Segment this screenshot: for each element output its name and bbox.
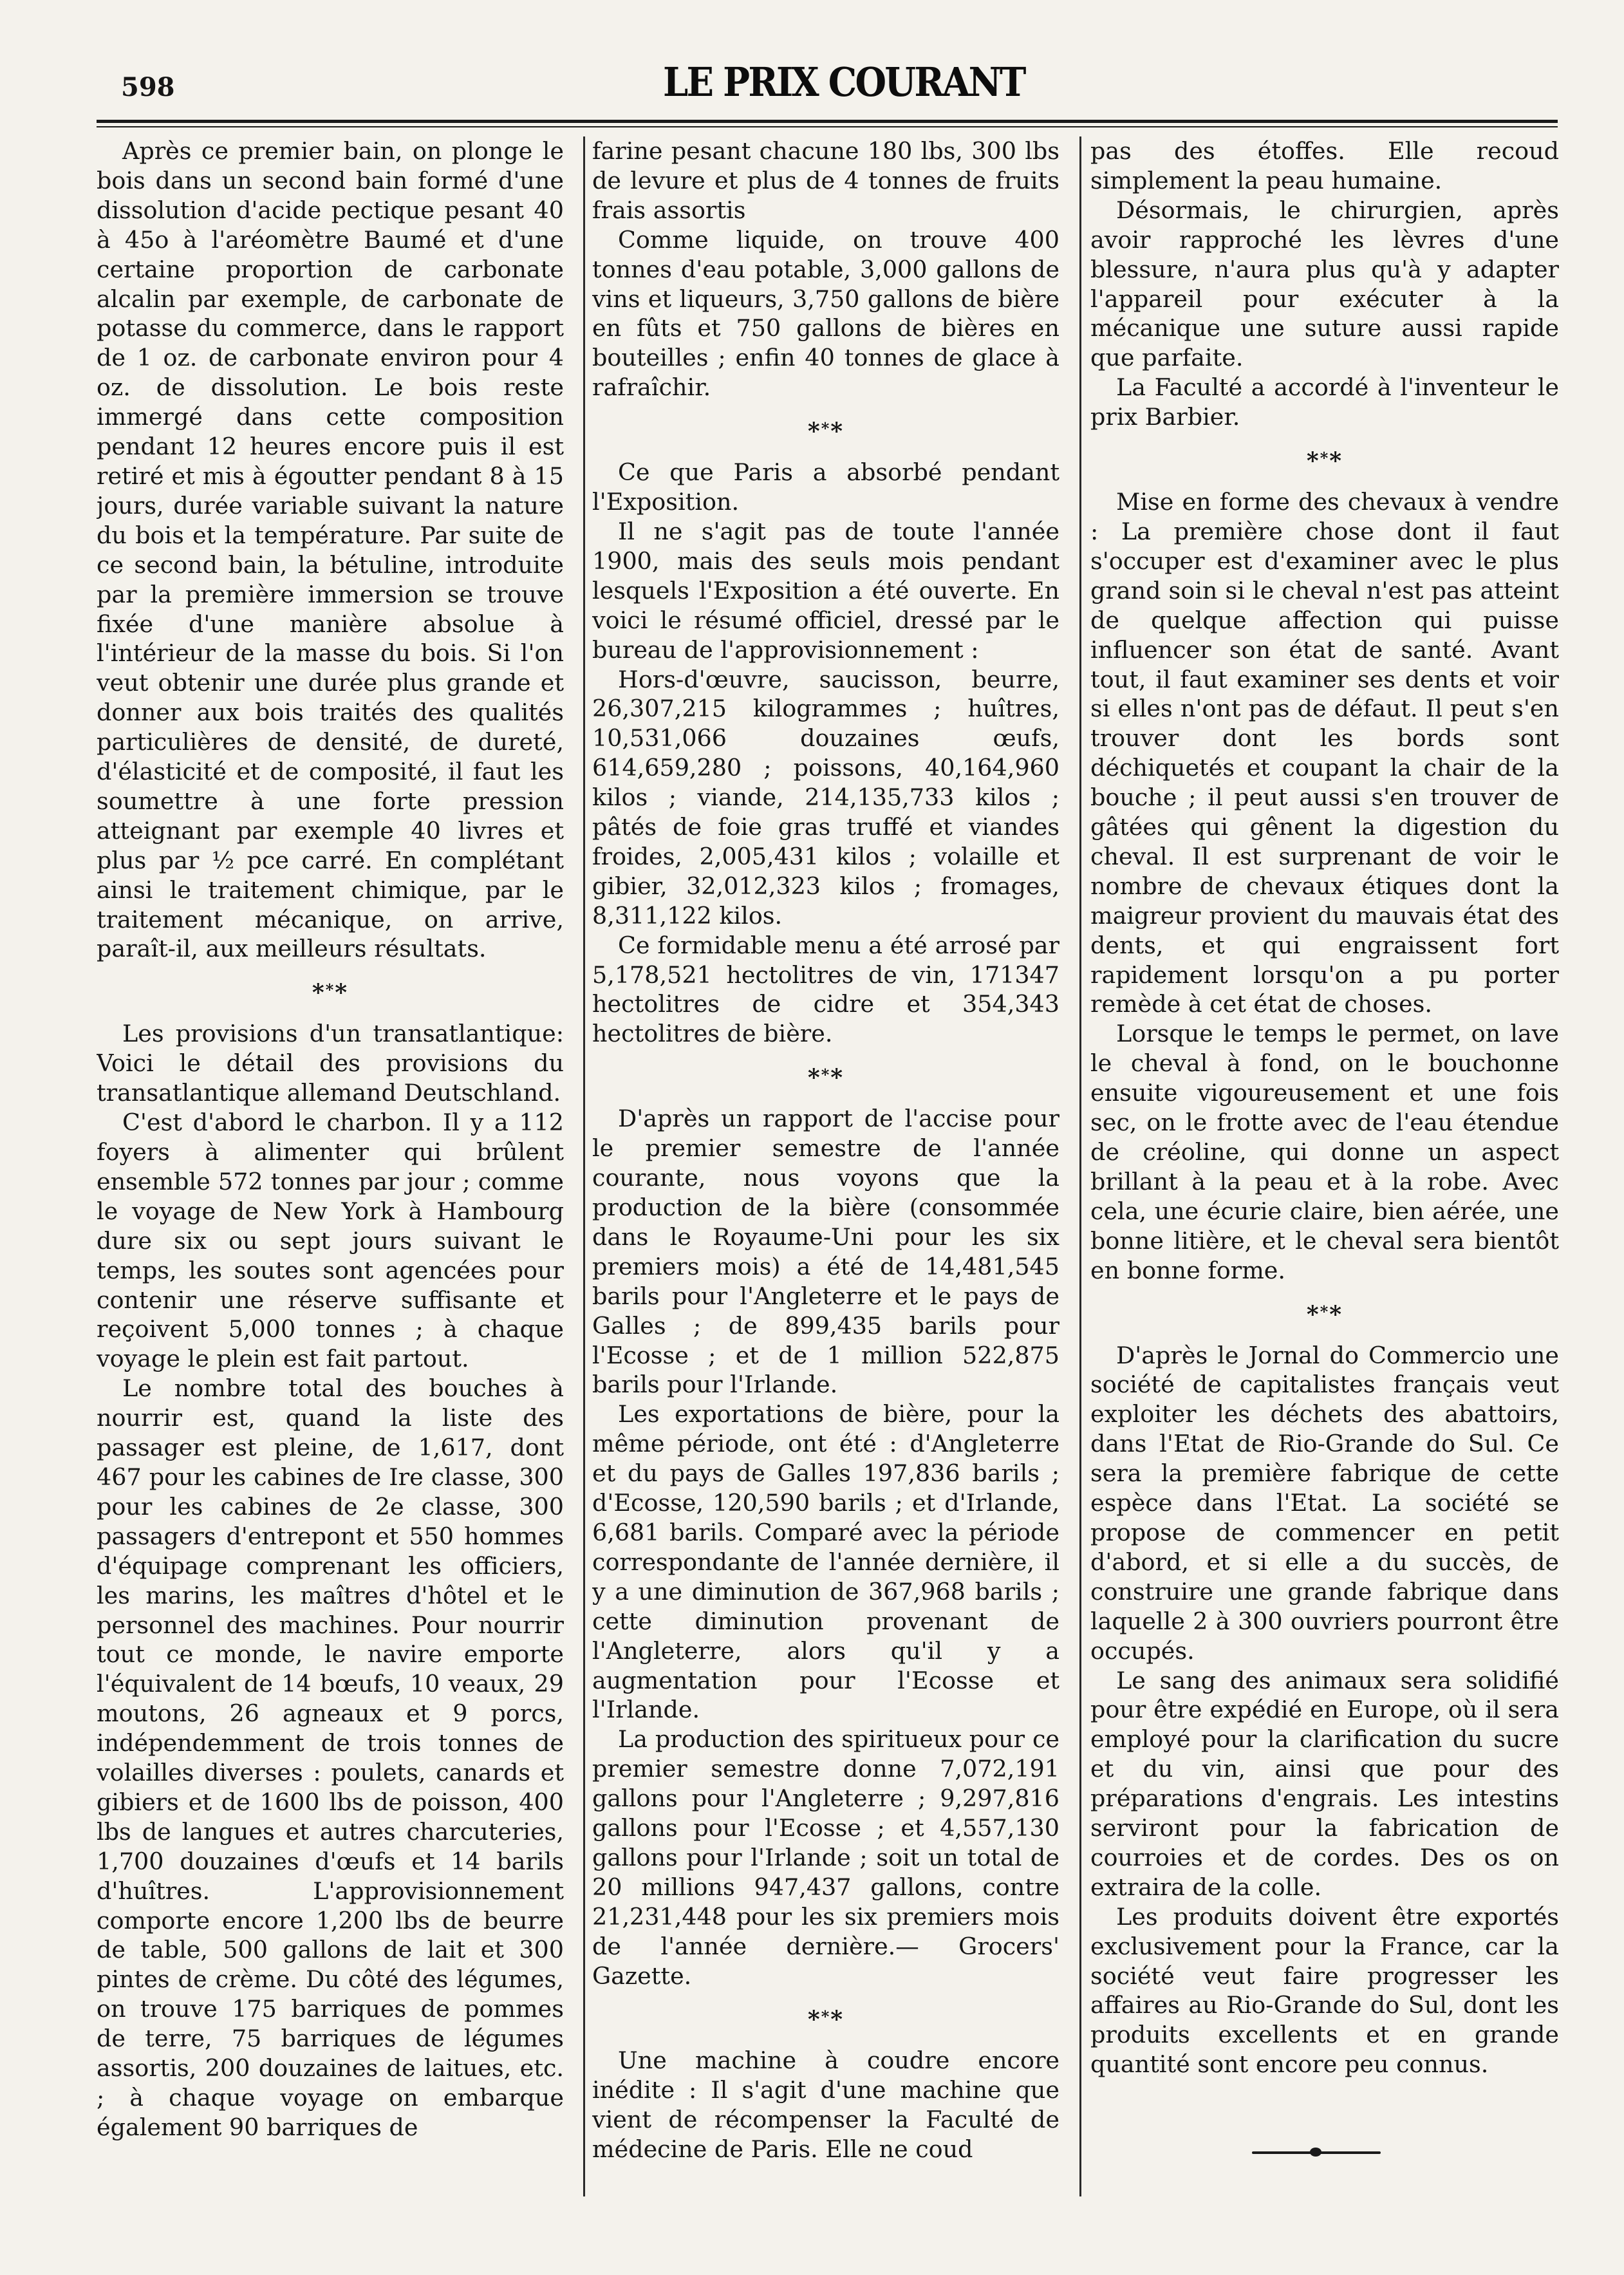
article-paragraph: Hors-d'œuvre, saucisson, beurre, 26,307,215 kilogrammes ; huîtres, 10,531,066 douzaines œufs, 614,659,280 ; poissons, 40,164,960 kilos ; viande, 214,135,733 kilos ; pâtés de foie gras truffé et viandes froides, 2,005,431 kilos ; volaille et gibier, 32,012,323 kilos ; fromages, 8,311,122 kilos. [592, 665, 1059, 930]
section-separator: *** [807, 2006, 845, 2034]
header-rule [97, 120, 1558, 123]
section-separator: *** [312, 979, 349, 1007]
article-paragraph: Lorsque le temps le permet, on lave le cheval à fond, on le bouchonne ensuite vigoureusement et une fois sec, on le frotte avec de l'eau étendue de créoline, qui donne un aspect brillant à la peau et à la robe. Avec cela, une écurie claire, bien aérée, une bonne litière, et le cheval sera bientôt en bonne forme. [1090, 1020, 1559, 1284]
article-paragraph: Désormais, le chirurgien, après avoir rapproché les lèvres d'une blessure, n'aura plus qu'à y adapter l'appareil pour exécuter à la mécanique une suture aussi rapide que parfaite. [1090, 196, 1559, 372]
article-paragraph: farine pesant chacune 180 lbs, 300 lbs de levure et plus de 4 tonnes de fruits frais assortis [592, 137, 1059, 224]
article-paragraph: Ce formidable menu a été arrosé par 5,178,521 hectolitres de vin, 171347 hectolitres de cidre et 354,343 hectolitres de bière. [592, 931, 1059, 1048]
column-1 [97, 136, 564, 2216]
page-number: 598 [121, 72, 175, 102]
article-paragraph: Mise en forme des chevaux à vendre : La première chose dont il faut s'occuper est d'examiner avec le plus grand soin si le cheval n'est pas atteint de quelque affection qui puisse influencer son état de santé. Avant tout, il faut examiner ses dents et voir si elles n'ont pas de défaut. Il peut s'en trouver dont les bords sont déchiquetés et coupant la chair de la bouche ; il peut aussi s'en trouver de gâtées qui gênent la digestion du cheval. Il est surprenant de voir le nombre de chevaux étiques dont la maigreur provient du mauvais état des dents, et qui engraissent fort rapidement lorsqu'on a pu porter remède à cet état de choses. [1090, 488, 1559, 1018]
article-paragraph: Le nombre total des bouches à nourrir est, quand la liste des passager est pleine, de 1,617, dont 467 pour les cabines de Ire classe, 300 pour les cabines de 2e classe, 300 passagers d'entrepont et 550 hommes d'équipage comprenant les officiers, les marins, les maîtres d'hôtel et le personnel des machines. Pour nourrir tout ce monde, le navire emporte l'équivalent de 14 bœufs, 10 veaux, 29 moutons, 26 agneaux et 9 porcs, indépendemment de trois tonnes de volailles diverses : poulets, canards et gibiers et de 1600 lbs de poisson, 400 lbs de langues et autres charcuteries, 1,700 douzaines d'œufs et 14 barils d'huîtres. L'approvisionnement comporte encore 1,200 lbs de beurre de table, 500 gallons de lait et 300 pintes de crème. Du côté des légumes, on trouve 175 barriques de pommes de terre, 75 barriques de légumes assortis, 200 douzaines de laitues, etc. ; à chaque voyage on embarque également 90 barriques de [97, 1374, 564, 2141]
article-paragraph: La production des spiritueux pour ce premier semestre donne 7,072,191 gallons pour l'Angleterre ; 9,297,816 gallons pour l'Ecosse ; et 4,557,130 gallons pour l'Irlande ; soit un total de 20 millions 947,437 gallons, contre 21,231,448 pour les six premiers mois de l'année dernière.— Grocers' Gazette. [592, 1725, 1059, 1990]
article-paragraph: La Faculté a accordé à l'inventeur le prix Barbier. [1090, 373, 1559, 431]
article-paragraph: Une machine à coudre encore inédite : Il s'agit d'une machine que vient de récompenser la Faculté de médecine de Paris. Elle ne coud [592, 2046, 1059, 2164]
column-3 [1090, 136, 1559, 2216]
article-paragraph: Comme liquide, on trouve 400 tonnes d'eau potable, 3,000 gallons de vins et liqueurs, 3,750 gallons de bière en fûts et 750 gallons de bières en bouteilles ; enfin 40 tonnes de glace à rafraîchir. [592, 225, 1059, 402]
article-paragraph: Les exportations de bière, pour la même période, ont été : d'Angleterre et du pays de Galles 197,836 barils ; d'Ecosse, 120,590 barils ; et d'Irlande, 6,681 barils. Comparé avec la période correspondante de l'année dernière, il y a une diminution de 367,968 barils ; cette diminution provenant de l'Angleterre, alors qu'il y a augmentation pour l'Ecosse et l'Irlande. [592, 1400, 1059, 1724]
column-2 [592, 136, 1059, 2216]
section-separator: *** [1306, 447, 1343, 475]
section-separator: *** [1306, 1300, 1343, 1328]
section-separator: *** [807, 1064, 845, 1092]
article-paragraph: Ce que Paris a absorbé pendant l'Exposition. [592, 458, 1059, 516]
article-paragraph: Il ne s'agit pas de toute l'année 1900, mais des seuls mois pendant lesquels l'Exposition a été ouverte. En voici le résumé officiel, dressé par le bureau de l'approvisionnement : [592, 517, 1059, 664]
header-rule-thin [97, 126, 1558, 127]
column-divider [583, 136, 585, 2196]
article-paragraph: D'après le Jornal do Commercio une société de capitalistes français veut exploiter les déchets des abattoirs, dans l'Etat de Rio-Grande do Sul. Ce sera la première fabrique de cette espèce dans l'Etat. La société se propose de commencer en petit d'abord, et si elle a du succès, de construire une grande fabrique dans laquelle 2 à 300 ouvriers pourront être occupés. [1090, 1341, 1559, 1665]
article-paragraph: Les provisions d'un transatlantique: Voici le détail des provisions du transatlantique allemand Deutschland. [97, 1020, 564, 1107]
article-paragraph: C'est d'abord le charbon. Il y a 112 foyers à alimenter qui brûlent ensemble 572 tonnes par jour ; comme le voyage de New York à Hambourg dure six ou sept jours suivant le temps, les soutes sont agencées pour contenir une réserve suffisante et reçoivent 5,000 tonnes ; à chaque voyage le plein est fait partout. [97, 1109, 564, 1373]
column-divider [1079, 136, 1081, 2196]
end-ornament [1252, 2151, 1381, 2154]
article-paragraph: pas des étoffes. Elle recoud simplement la peau humaine. [1090, 137, 1559, 194]
article-paragraph: Le sang des animaux sera solidifié pour être expédié en Europe, où il sera employé pour la clarification du sucre et du vin, ainsi que pour des préparations d'engrais. Les intestins serviront pour la fabrication de courroies et de cordes. Des os on extraira de la colle. [1090, 1666, 1559, 1901]
section-separator: *** [807, 418, 845, 445]
article-paragraph: D'après un rapport de l'accise pour le premier semestre de l'année courante, nous voyons que la production de la bière (consommée dans le Royaume-Uni pour les six premiers mois) a été de 14,481,545 barils pour l'Angleterre et le pays de Galles ; de 899,435 barils pour l'Ecosse ; et de 1 million 522,875 barils pour l'Irlande. [592, 1105, 1059, 1399]
masthead-logo: LE PRIX COURANT [663, 59, 1025, 106]
article-paragraph: Les produits doivent être exportés exclusivement pour la France, car la société veut faire progresser les affaires au Rio-Grande do Sul, dont les produits excellents et en grande quantité sont encore peu connus. [1090, 1902, 1559, 2079]
article-paragraph: Après ce premier bain, on plonge le bois dans un second bain formé d'une dissolution d'acide pectique pesant 40 à 45o à l'aréomètre Baumé et d'une certaine proportion de carbonate alcalin par exemple, de carbonate de potasse du commerce, dans le rapport de 1 oz. de carbonate environ pour 4 oz. de dissolution. Le bois reste immergé dans cette composition pendant 12 heures encore puis il est retiré et mis à égoutter pendant 8 à 15 jours, durée variable suivant la nature du bois et la température. Par suite de ce second bain, la bétuline, introduite par la première immersion se trouve fixée d'une manière absolue à l'intérieur de la masse du bois. Si l'on veut obtenir une durée plus grande et donner aux bois traités des qualités particulières de densité, de dureté, d'élasticité et de composité, il faut les soumettre à une forte pression atteignant par exemple 40 livres et plus par ½ pce carré. En complétant ainsi le traitement chimique, par le traitement mécanique, on arrive, paraît-il, aux meilleurs résultats. [97, 137, 564, 963]
